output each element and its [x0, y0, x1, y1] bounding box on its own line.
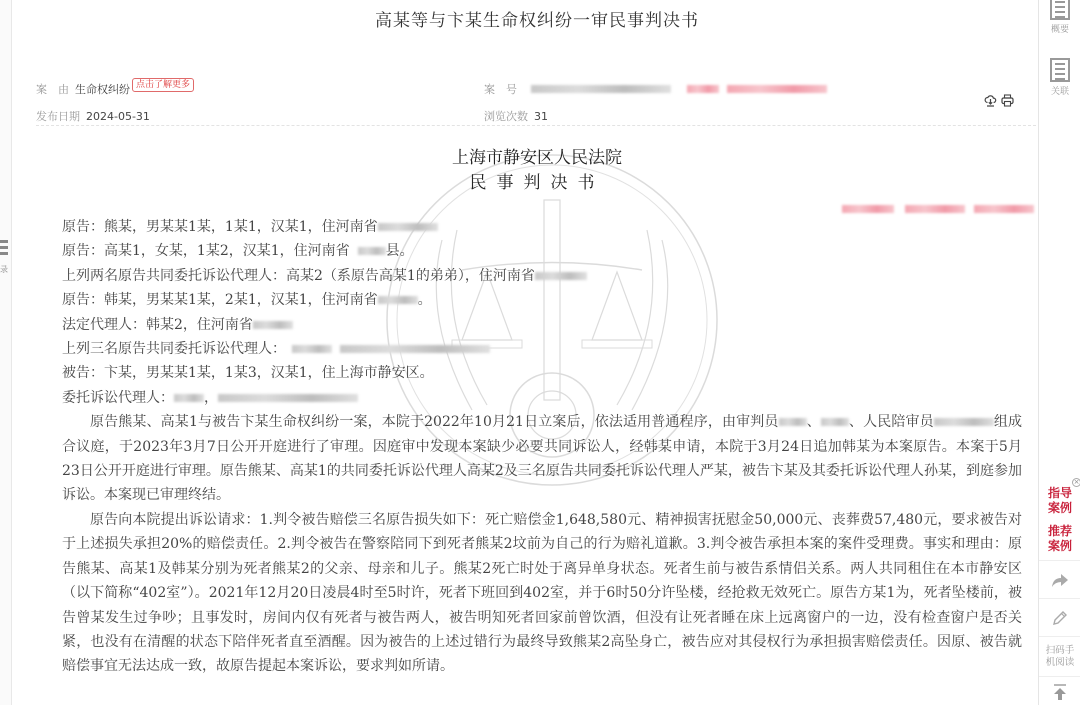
- learn-more-button[interactable]: 点击了解更多: [132, 78, 194, 92]
- scan-mobile-read-button[interactable]: 扫码手机阅读: [1039, 636, 1080, 676]
- toc-label[interactable]: 录: [0, 265, 8, 274]
- publish-date-value: 2024-05-31: [86, 109, 150, 123]
- left-rail: [0, 0, 12, 705]
- case-number-redacted: [531, 85, 671, 93]
- party-line: 法定代理人：韩某2，住河南省: [62, 313, 1022, 337]
- case-number-redacted-3: [727, 85, 827, 93]
- party-line: 原告：高某1，女某，1某2，汉某1，住河南省 县。: [62, 243, 414, 260]
- views-value: 31: [534, 109, 548, 123]
- case-cause-row: [36, 81, 194, 97]
- case-cause-label: 案 由: [36, 83, 69, 96]
- publish-date-label: 发布日期: [36, 110, 80, 123]
- views-label: 浏览次数: [484, 110, 528, 123]
- doc-toolbar: [984, 92, 1014, 105]
- document-type: 民事判决书: [469, 173, 605, 193]
- summary-button[interactable]: 概要: [1039, 0, 1080, 35]
- share-button[interactable]: [1039, 560, 1080, 598]
- summary-icon: [1050, 0, 1070, 20]
- case-number-label: 案 号: [484, 83, 517, 96]
- party-line: 被告：卞某，男某某1某，1某3，汉某1，住上海市静安区。: [62, 365, 434, 382]
- back-to-top-button[interactable]: [1039, 676, 1080, 705]
- party-line: 上列两名原告共同委托诉讼代理人：高某2（系原告高某1的弟弟），住河南省: [62, 264, 1022, 288]
- case-number-redacted-2: [687, 85, 719, 93]
- court-name: 上海市静安区人民法院: [452, 148, 622, 168]
- publish-date-row: [36, 108, 150, 124]
- guide-cases-button[interactable]: 指导案例: [1047, 486, 1072, 515]
- back-to-top-icon: [1052, 683, 1068, 701]
- related-button[interactable]: 关联: [1039, 58, 1080, 97]
- claims-paragraph: 原告向本院提出诉讼请求：1.判令被告赔偿三名原告损失如下：死亡赔偿金1,648,580元、精神损害抚慰金50,000元、丧葬费57,480元，要求被告对于上述损失承担20%的赔偿责任。2.判令被告在警察陪同下到死者熊某2坟前为自己的行为赔礼道歉。3.判令被告承担本案的案件受理费。事实和理由：原告熊某、高某1及韩某分别为死者熊某2的父亲、母亲和儿子。熊某2死亡时处于离异单身状态。死者生前与被告系情侣关系。两人共同租住在本市静安区（以下简称“402室”）。2021年12月20日凌晨4时至5时许，死者下班回到402室，并于6时50分许坠楼，经抢救无效死亡。原告方某1为，死者坠楼前，被告曾某发生过争吵；且事发时，房间内仅有死者与被告两人，被告明知死者回家前曾饮酒，但没有让死者睡在床上远离窗户的一边，没有检查窗户是否关紧，也没有在清醒的状态下陪伴死者直至酒醒。因为被告的上述过错行为最终导致熊某2高坠身亡，被告应对其侵权行为承担损害赔偿责任。因原、被告就赔偿事宜无法达成一致，故原告提起本案诉讼，要求判如所请。: [62, 511, 1022, 675]
- meta-divider: [36, 125, 1036, 126]
- edit-icon: [1051, 609, 1069, 627]
- party-line: 原告：韩某，男某某1某，2某1，汉某1，住河南省 。: [62, 292, 432, 309]
- party-line: 委托诉讼代理人： ，: [62, 386, 1022, 410]
- related-icon: [1050, 58, 1070, 82]
- cloud-download-icon[interactable]: [984, 92, 997, 105]
- edit-button[interactable]: [1039, 598, 1080, 636]
- case-cause-value: 生命权纠纷: [75, 83, 130, 96]
- main-content: [12, 0, 1038, 705]
- procedure-paragraph: 原告熊某、高某1与被告卞某生命权纠纷一案，本院于2022年10月21日立案后，依法适用普通程序，由审判员 、 、人民陪审员 组成合议庭，于2023年3月7日公开开庭进行了审理。因庭审中发现本案缺少必要共同诉讼人，经韩某申请，本院于3月24日追加韩某为本案原告。本案于5月23日公开开庭进行审理。原告熊某、高某1的共同委托诉讼代理人高某2及三名原告共同委托诉讼代理人严某，被告卞某及其委托诉讼代理人孙某，到庭参加诉讼。本案现已审理终结。: [62, 414, 1023, 504]
- toc-icon[interactable]: [0, 240, 8, 258]
- party-line: 原告：熊某，男某某1某，1某1，汉某1，住河南省: [62, 215, 1022, 239]
- case-number-row: [484, 81, 827, 97]
- party-line: 上列三名原告共同委托诉讼代理人：: [62, 337, 1022, 361]
- print-icon[interactable]: [1001, 92, 1014, 105]
- close-icon[interactable]: ×: [1073, 478, 1080, 486]
- right-rail: [1038, 0, 1080, 705]
- recommended-cases-button[interactable]: 推荐案例: [1047, 524, 1072, 553]
- views-row: [484, 108, 548, 124]
- share-icon: [1051, 572, 1069, 588]
- page-title: 高某等与卞某生命权纠纷一审民事判决书: [375, 11, 699, 31]
- judgment-body: [62, 215, 1022, 679]
